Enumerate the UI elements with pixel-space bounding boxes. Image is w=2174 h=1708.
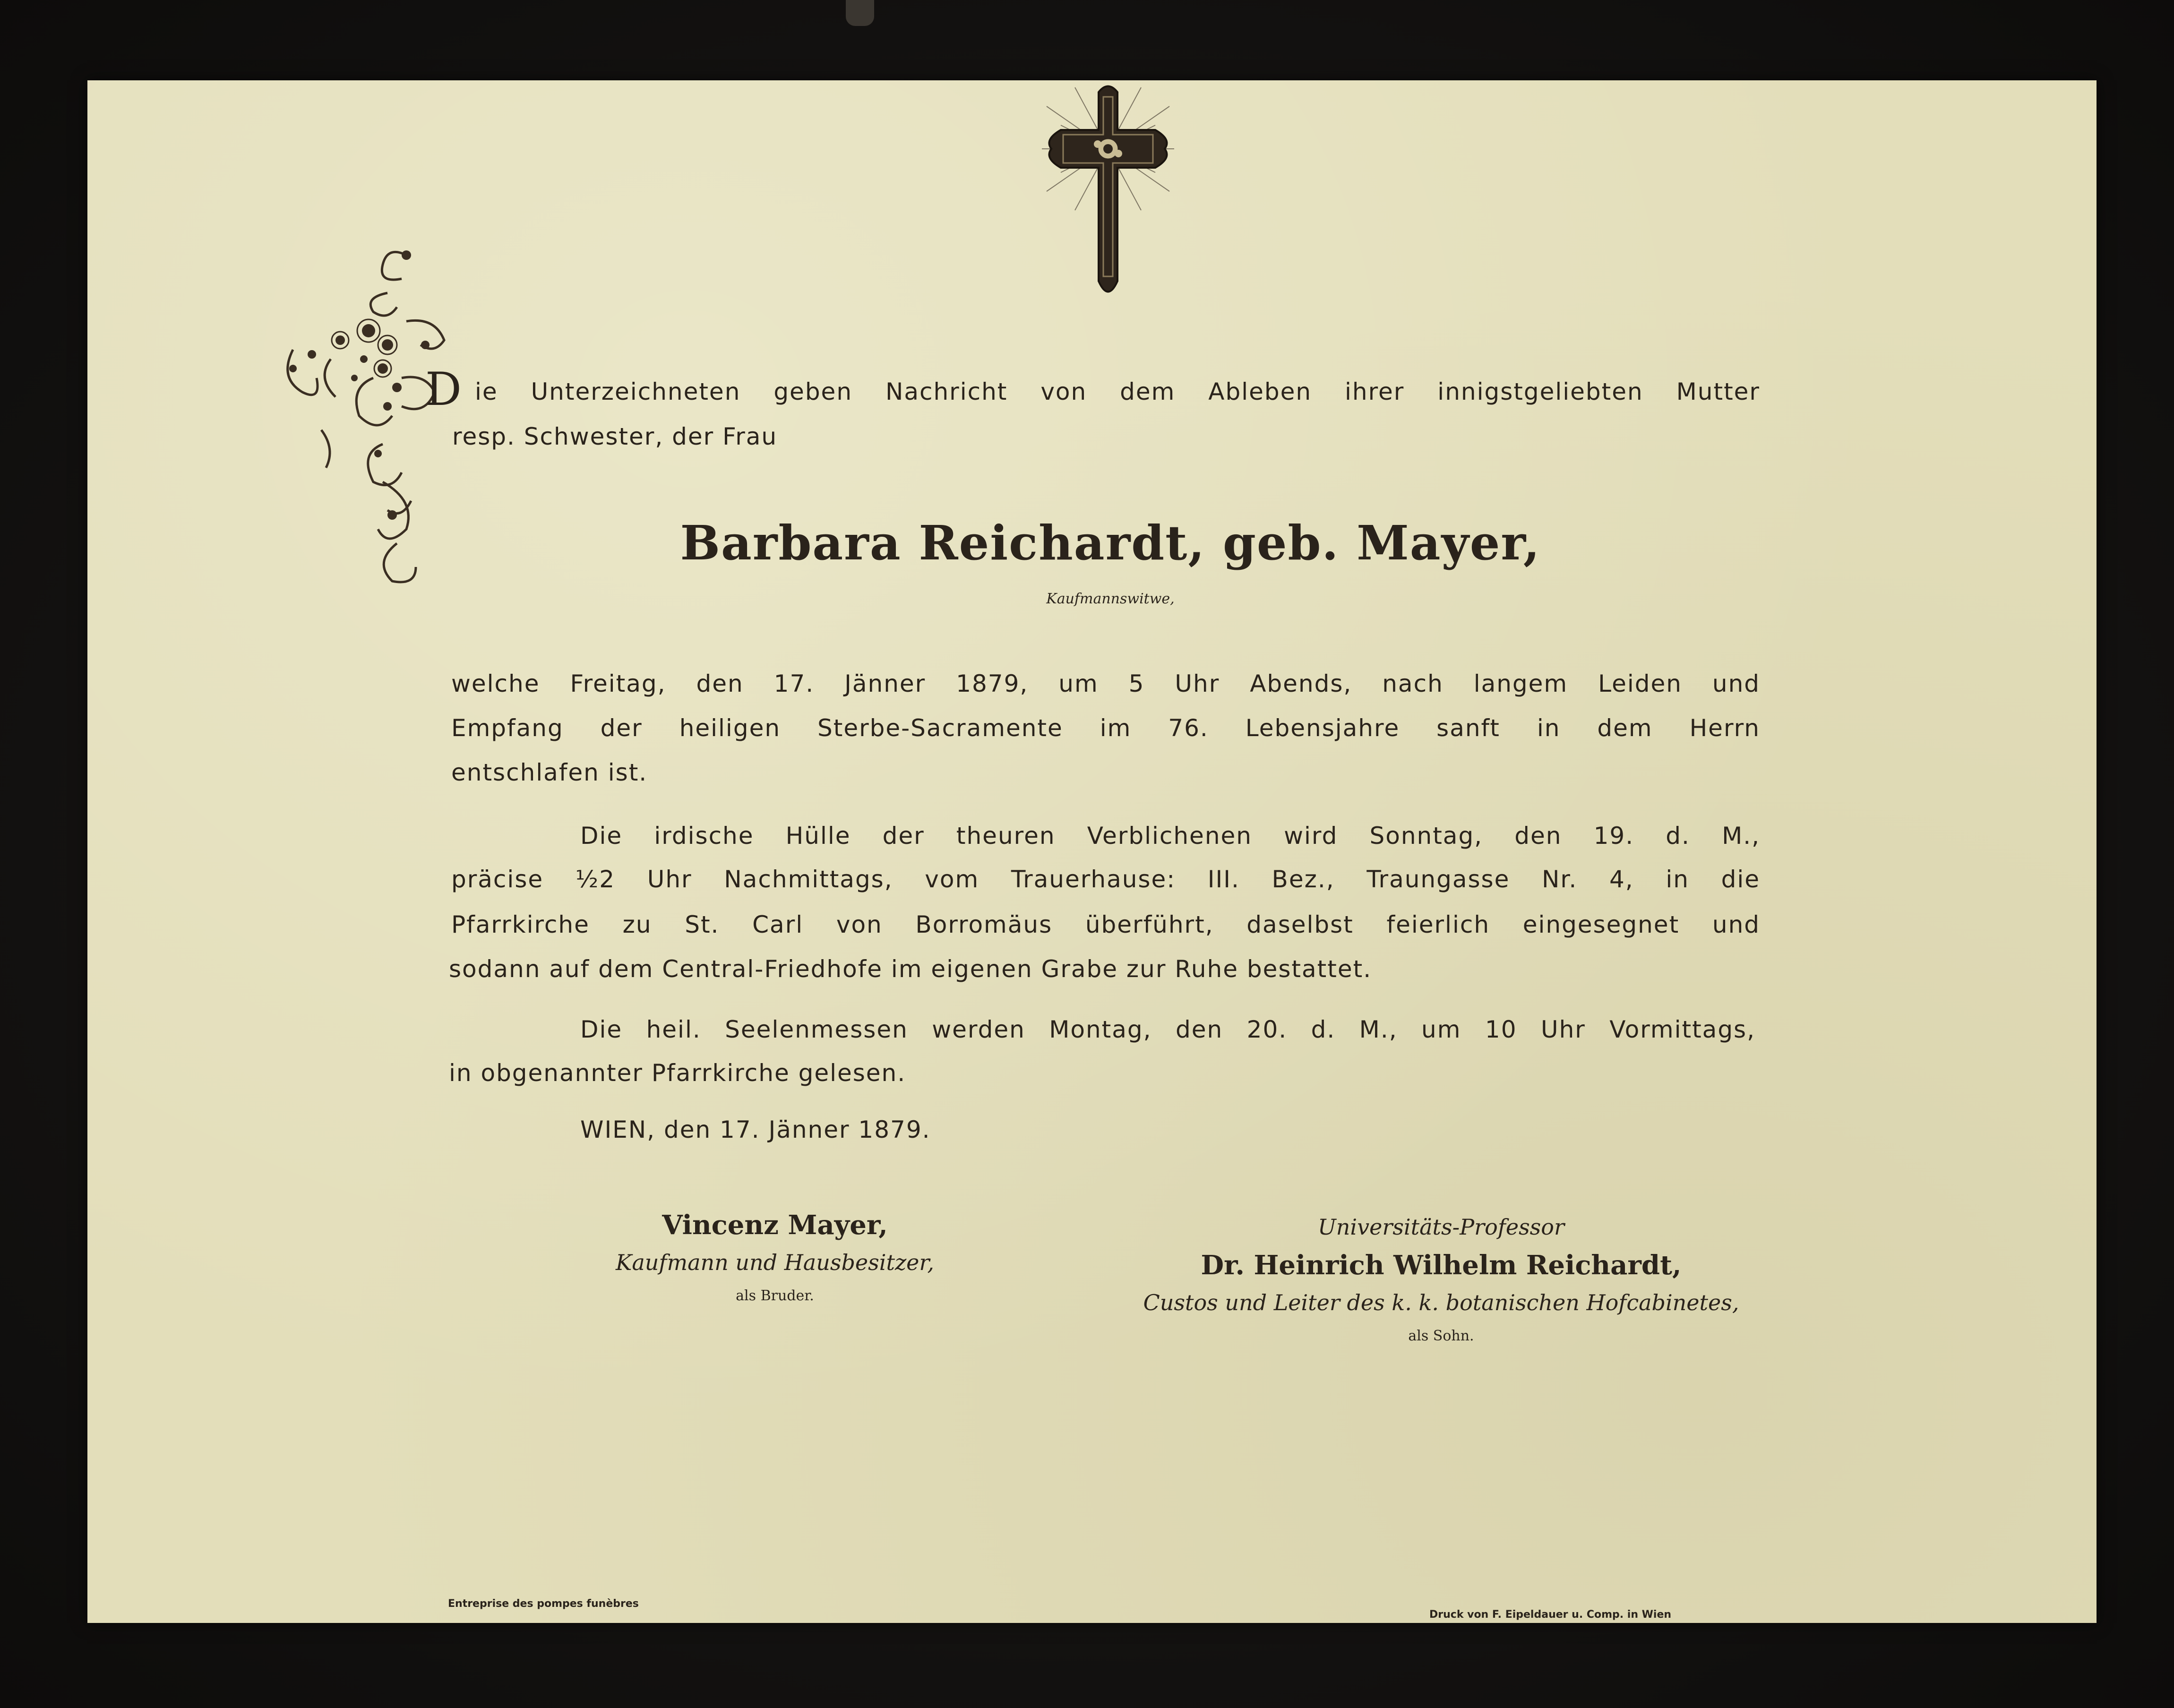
intro-line-2: resp. Schwester, der Frau (452, 423, 778, 450)
para3-line-2: in obgenannter Pfarrkirche gelesen. (449, 1059, 906, 1087)
drop-cap: D (425, 363, 462, 416)
para1-line-2: Empfang der heiligen Sterbe-Sacramente im 76. Lebensjahre sanft in dem Herrn (451, 714, 1760, 742)
para1-line-1: welche Freitag, den 17. Jänner 1879, um 5 Uhr Abends, nach langem Leiden und (451, 670, 1760, 697)
para3-line-1: Die heil. Seelenmessen werden Montag, den 20. d. M., um 10 Uhr Vormittags, (580, 1016, 1755, 1043)
para2-line-2: präcise ½2 Uhr Nachmittags, vom Trauerhause: III. Bez., Traungasse Nr. 4, in die (451, 866, 1760, 893)
left-signatory-role: Kaufmann und Hausbesitzer, (616, 1250, 934, 1275)
place-date: WIEN, den 17. Jänner 1879. (580, 1116, 931, 1143)
deceased-name: Barbara Reichardt, geb. Mayer, (680, 515, 1541, 571)
right-signatory-title: Universitäts-Professor (1318, 1214, 1564, 1240)
right-signatory-name: Dr. Heinrich Wilhelm Reichardt, (1201, 1250, 1682, 1281)
para1-line-3: entschlafen ist. (451, 759, 648, 786)
cross-icon (1037, 78, 1179, 305)
para2-line-4: sodann auf dem Central-Friedhofe im eigenen Grabe zur Ruhe bestattet. (449, 955, 1372, 983)
torn-edge (846, 0, 874, 26)
right-signatory-role: Custos und Leiter des k. k. botanischen Hofcabinetes, (1143, 1290, 1739, 1315)
left-signatory-relation: als Bruder. (736, 1287, 814, 1304)
right-signatory-relation: als Sohn. (1408, 1328, 1474, 1344)
deceased-title: Kaufmannswitwe, (1046, 591, 1175, 607)
para2-line-3: Pfarrkirche zu St. Carl von Borromäus überführt, daselbst feierlich eingesegnet und (451, 911, 1760, 938)
para2-line-1: Die irdische Hülle der theuren Verblichenen wird Sonntag, den 19. d. M., (580, 822, 1760, 850)
left-signatory-name: Vincenz Mayer, (662, 1210, 888, 1241)
footer-printer: Druck von F. Eipeldauer u. Comp. in Wien (1429, 1609, 1672, 1621)
footer-undertaker: Entreprise des pompes funèbres (448, 1598, 639, 1610)
intro-line-1: ie Unterzeichneten geben Nachricht von dem Ableben ihrer innigstgeliebten Mutter (475, 378, 1760, 405)
